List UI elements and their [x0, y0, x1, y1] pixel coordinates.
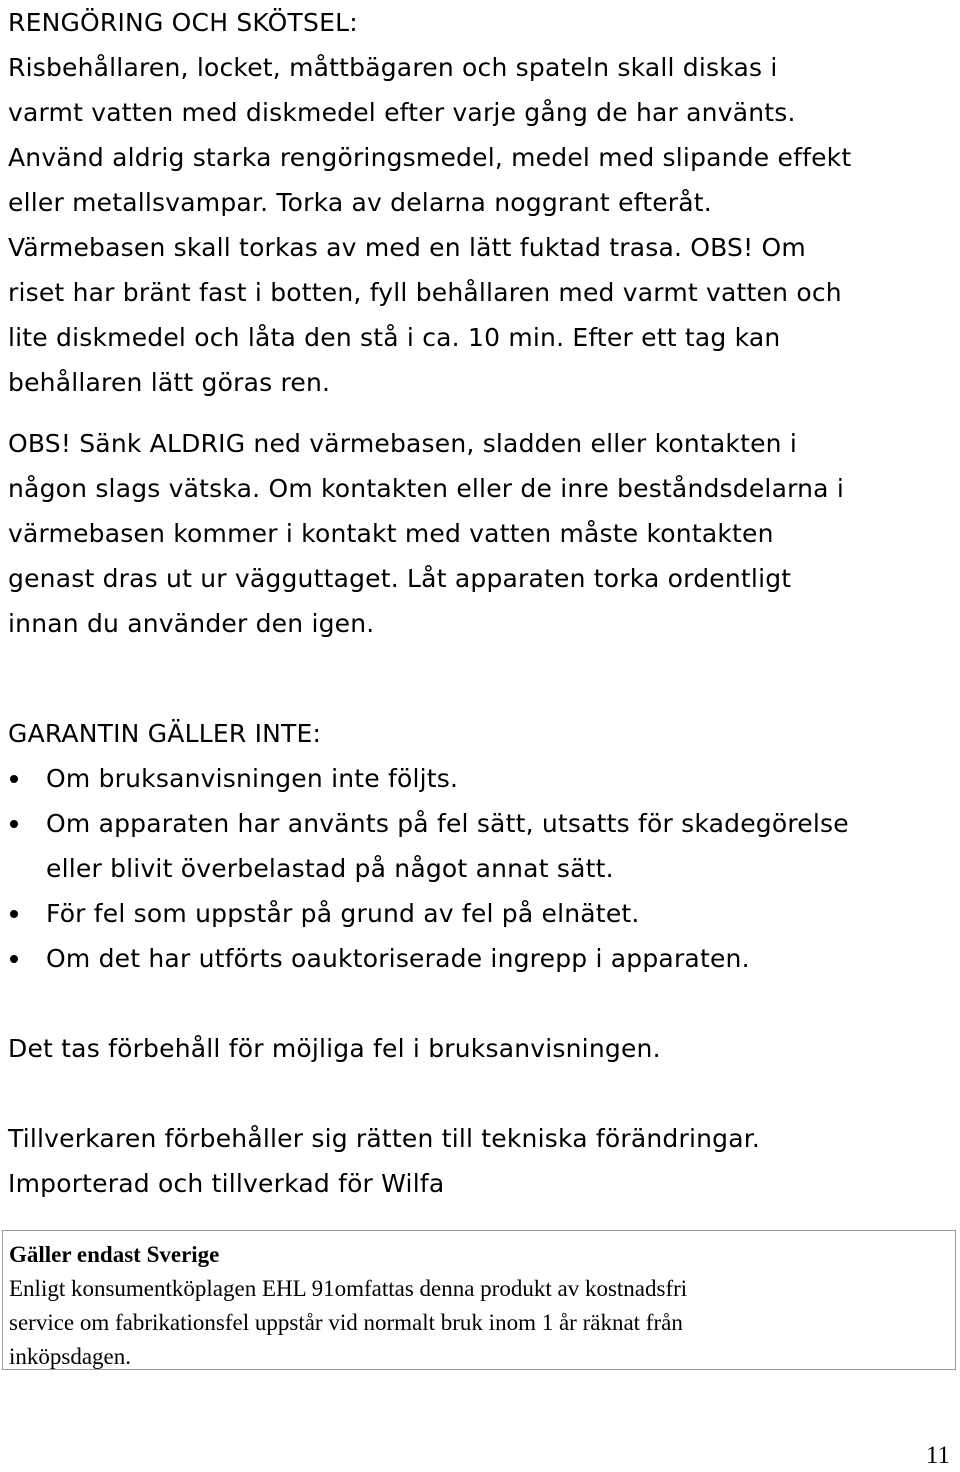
warning-line: innan du använder den igen.	[8, 609, 375, 638]
cleaning-line: eller metallsvampar. Torka av delarna noggrant efteråt.	[8, 188, 712, 217]
box-title: Gäller endast Sverige	[9, 1242, 220, 1267]
bullet-icon	[10, 955, 18, 963]
guarantee-heading: GARANTIN GÄLLER INTE:	[8, 719, 322, 748]
warning-line: OBS! Sänk ALDRIG ned värmebasen, sladden eller kontakten i	[8, 429, 798, 458]
list-item-text: Om apparaten har använts på fel sätt, utsatts för skadegörelse	[46, 809, 849, 838]
bullet-icon	[10, 820, 18, 828]
cleaning-section	[8, 0, 953, 405]
manufacturer-line: Tillverkaren förbehåller sig rätten till tekniska förändringar.	[8, 1124, 761, 1153]
list-item-text: Om det har utförts oauktoriserade ingrepp i apparaten.	[46, 944, 750, 973]
box-line: Enligt konsumentköplagen EHL 91omfattas denna produkt av kostnadsfri	[9, 1276, 688, 1301]
warning-section	[8, 421, 953, 646]
list-item	[8, 936, 953, 981]
disclaimer-text: Det tas förbehåll för möjliga fel i bruksanvisningen.	[8, 1034, 661, 1063]
list-item	[8, 801, 953, 891]
list-item	[8, 756, 953, 801]
list-item-text: eller blivit överbelastad på något annat sätt.	[46, 854, 614, 883]
cleaning-line: Risbehållaren, locket, måttbägaren och spateln skall diskas i	[8, 53, 778, 82]
guarantee-list	[8, 756, 953, 981]
warning-line: någon slags vätska. Om kontakten eller de inre beståndsdelarna i	[8, 474, 844, 503]
page-number: 11	[925, 1442, 950, 1469]
warning-line: värmebasen kommer i kontakt med vatten måste kontakten	[8, 519, 774, 548]
cleaning-heading: RENGÖRING OCH SKÖTSEL:	[8, 8, 358, 37]
cleaning-line: riset har bränt fast i botten, fyll behållaren med varmt vatten och	[8, 278, 842, 307]
manufacturer-line: Importerad och tillverkad för Wilfa	[8, 1169, 445, 1198]
cleaning-line: lite diskmedel och låta den stå i ca. 10 min. Efter ett tag kan	[8, 323, 781, 352]
box-line: service om fabrikationsfel uppstår vid normalt bruk inom 1 år räknat från	[9, 1310, 683, 1335]
list-item	[8, 891, 953, 936]
warning-line: genast dras ut ur vägguttaget. Låt apparaten torka ordentligt	[8, 564, 792, 593]
cleaning-line: behållaren lätt göras ren.	[8, 368, 331, 397]
cleaning-line: Värmebasen skall torkas av med en lätt fuktad trasa. OBS! Om	[8, 233, 806, 262]
list-item-text: Om bruksanvisningen inte följts.	[46, 764, 459, 793]
bullet-icon	[10, 775, 18, 783]
list-item-text: För fel som uppstår på grund av fel på elnätet.	[46, 899, 640, 928]
manufacturer-section	[8, 1116, 953, 1206]
bullet-icon	[10, 910, 18, 918]
box-line: inköpsdagen.	[9, 1344, 132, 1369]
cleaning-line: Använd aldrig starka rengöringsmedel, medel med slipande effekt	[8, 143, 852, 172]
cleaning-line: varmt vatten med diskmedel efter varje gång de har använts.	[8, 98, 796, 127]
sweden-guarantee-box	[2, 1230, 956, 1370]
